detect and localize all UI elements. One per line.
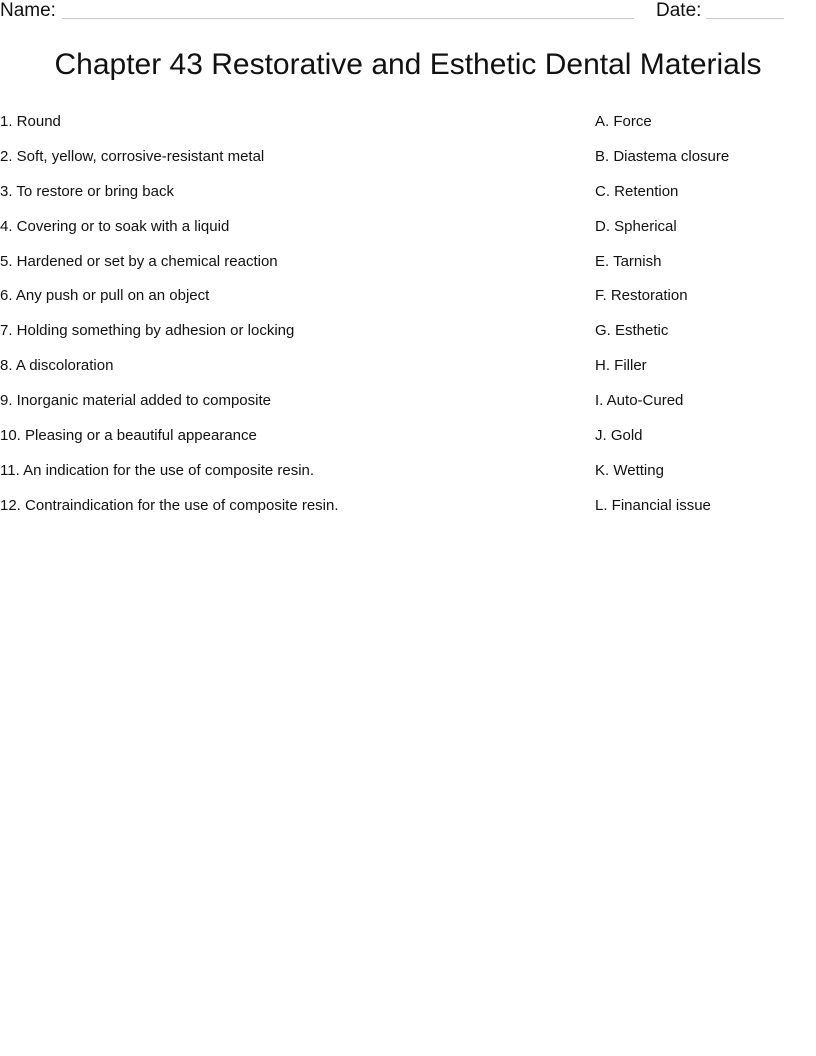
question-item: 11. An indication for the use of composite resin.: [0, 461, 315, 479]
answer-item: C. Retention: [595, 182, 679, 200]
date-label: Date:: [656, 0, 702, 21]
question-item: 5. Hardened or set by a chemical reaction: [0, 252, 278, 270]
question-list: [0, 112, 560, 531]
question-item: 9. Inorganic material added to composite: [0, 392, 271, 410]
name-label: Name:: [0, 0, 56, 21]
question-item: 2. Soft, yellow, corrosive-resistant metal: [0, 147, 265, 165]
answer-item: F. Restoration: [595, 287, 688, 305]
question-item: 6. Any push or pull on an object: [0, 287, 210, 305]
answer-item: J. Gold: [595, 427, 643, 445]
page-title: Chapter 43 Restorative and Esthetic Dental Materials: [54, 48, 762, 81]
answer-item: G. Esthetic: [595, 322, 669, 340]
question-item: 7. Holding something by adhesion or locking: [0, 322, 295, 340]
answer-item: H. Filler: [595, 357, 647, 375]
name-blank-line[interactable]: [62, 18, 634, 19]
question-item: 4. Covering or to soak with a liquid: [0, 217, 230, 235]
answer-item: D. Spherical: [595, 217, 677, 235]
question-item: 12. Contraindication for the use of composite resin.: [0, 496, 339, 514]
question-item: 10. Pleasing or a beautiful appearance: [0, 427, 257, 445]
answer-item: E. Tarnish: [595, 252, 662, 270]
question-item: 1. Round: [0, 113, 61, 130]
header-row: [0, 0, 816, 24]
answer-list: [595, 112, 810, 531]
date-blank-line[interactable]: [706, 18, 784, 19]
answer-item: A. Force: [595, 113, 652, 130]
answer-item: K. Wetting: [595, 461, 664, 479]
question-item: 8. A discoloration: [0, 357, 114, 375]
question-item: 3. To restore or bring back: [0, 182, 174, 200]
answer-item: B. Diastema closure: [595, 147, 730, 165]
answer-item: I. Auto-Cured: [595, 392, 684, 410]
answer-item: L. Financial issue: [595, 496, 711, 514]
